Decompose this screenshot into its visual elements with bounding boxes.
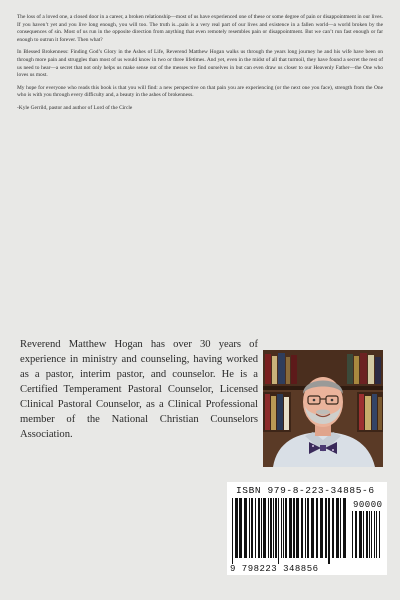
author-bio: Reverend Matthew Hogan has over 30 years of experience in ministry and counseling, having worked as a pastor, interim pastor, and counselor. He is a Certified Temperament Pastoral Counselor, Licensed Clinical Pastoral Counselor, as a Clinical Professional member of the National Christian Counselors Association.: [20, 339, 258, 440]
blurb-paragraph-3: My hope for everyone who reads this book is that you will find: a new perspective on that pain you are experiencing (or the next one you face), strength from the One who is with you through every difficulty and, a beauty in the ashes of brokenness.: [17, 84, 383, 99]
blurb-attribution: -Kyle Gerrild, pastor and author of Lord of the Circle: [17, 104, 133, 111]
ean-digits: 9 798223 348856: [230, 564, 319, 574]
endorsement-blurb: [17, 14, 383, 118]
blurb-paragraph-1: The loss of a loved one, a closed door in a career, a broken relationship—most of us have experienced one of these or some degree of pain or disappointment in our lives. If you haven’t yet and you live long enough, you will too. The truth is...pain is a very real part of our lives and existence in a fallen world—a world broken by the consequences of sin. Most of us run in the opposite direction from anything that even remotely resembles pain or disappointment. But we can’t run fast enough or far enough to outrun it forever. Then what?: [17, 14, 383, 43]
isbn-label: ISBN 979-8-223-34885-6: [236, 485, 375, 496]
price-addon-bars: [351, 511, 383, 564]
ean-bars: [231, 498, 349, 564]
author-photo: [263, 350, 383, 467]
price-code: 90000: [353, 500, 383, 510]
isbn-barcode: [227, 482, 387, 575]
blurb-paragraph-2: In Blessed Brokenness: Finding God’s Glory in the Ashes of Life, Reverend Matthew Hogan walks us through the years long journey he and his wife have been on through more pain and struggles than most of us would know in two or three lifetimes. And yet, even in the midst of all that turmoil, they have found a secret the rest of us need to hear—a secret that not only helps us make sense out of the messes we find ourselves in but can even draw us closer to our Heavenly Father—the One who loves us most.: [17, 49, 383, 79]
